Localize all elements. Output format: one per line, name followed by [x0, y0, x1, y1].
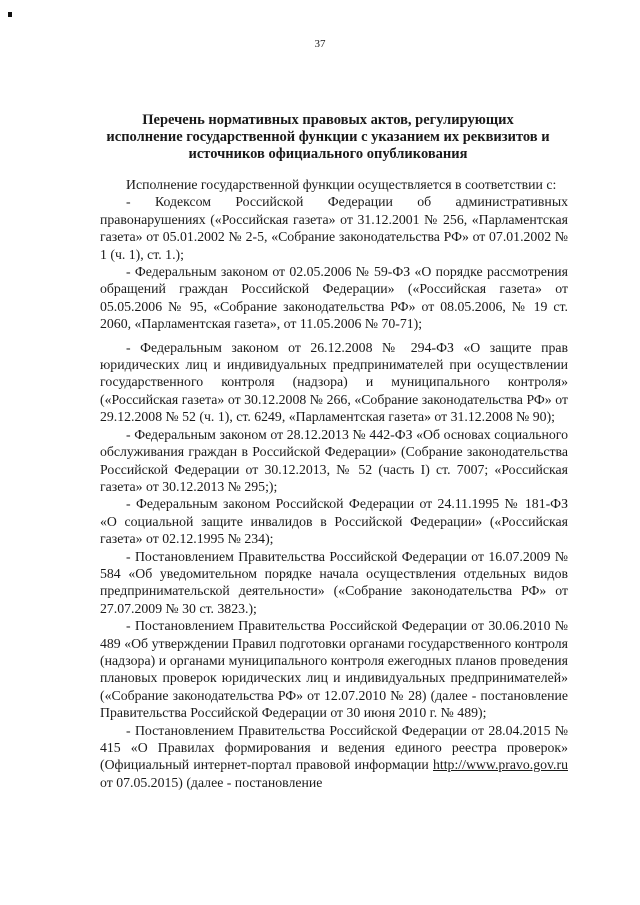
decree-415-text-start: - Постановлением Правительства Российской Федерации от 28.04.2015 № 415 «О Правилах формирования и ведения единого реестра проверок» (Официальный интернет-портал правовой информации — [100, 722, 568, 773]
document-heading — [100, 112, 556, 163]
list-item-law-59: - Федеральным законом от 02.05.2006 № 59-ФЗ «О порядке рассмотрения обращений граждан Российской Федерации» («Российская газета» от 05.05.2006 № 95, «Собрание законодательства РФ» от 08.05.2006, № 19 ст. 2060, «Парламентская газета», от 11.05.2006 № 70-71); — [100, 264, 568, 332]
pravo-portal-link[interactable]: http://www.pravo.gov.ru — [432, 757, 568, 773]
heading-line-1: Перечень нормативных правовых актов, регулирующих — [142, 112, 514, 128]
list-item-codex: - Кодексом Российской Федерации об административных правонарушениях («Российская газета» от 31.12.2001 № 256, «Парламентская газета» от 05.01.2002 № 2-5, «Собрание законодательства РФ» от 07.01.2002 № 1 (ч. 1), ст. 1.); — [100, 194, 568, 262]
heading-line-2: исполнение государственной функции с указанием их реквизитов и — [106, 129, 550, 145]
decree-415-text-end: от 07.05.2015) (далее - постановление — [100, 774, 323, 790]
list-item-law-294: - Федеральным законом от 26.12.2008 № 294-ФЗ «О защите прав юридических лиц и индивидуальных предпринимателей при осуществлении государственного контроля (надзора) и муниципального контроля» («Российская газета» от 30.12.2008 № 266, «Собрание законодательства РФ» от 29.12.2008 № 52 (ч. 1), ст. 6249, «Парламентская газета» от 31.12.2008 № 90); — [100, 339, 568, 425]
page-number: 37 — [314, 38, 326, 50]
list-item-law-181: - Федеральным законом Российской Федерации от 24.11.1995 № 181-ФЗ «О социальной защите инвалидов в Российской Федерации» («Российская газета» от 02.12.1995 № 234); — [100, 496, 568, 547]
scan-mark — [8, 12, 12, 17]
list-item-decree-489: - Постановлением Правительства Российской Федерации от 30.06.2010 № 489 «Об утверждении Правил подготовки органами государственного контроля (надзора) и органами муниципального контроля ежегодных планов проведения плановых проверок юридических лиц и индивидуальных предпринимателей» («Собрание законодательства РФ» от 12.07.2010 № 28) (далее - постановление Правительства Российской Федерации от 30 июня 2010 г. № 489); — [100, 618, 568, 721]
intro-paragraph: Исполнение государственной функции осуществляется в соответствии с: — [126, 177, 557, 192]
list-item-decree-584: - Постановлением Правительства Российской Федерации от 16.07.2009 № 584 «Об уведомительном порядке начала осуществления отдельных видов предпринимательской деятельности» («Собрание законодательства РФ» от 27.07.2009 № 30 ст. 3823.); — [100, 548, 568, 616]
list-item-decree-415 — [100, 722, 568, 792]
heading-line-3: источников официального опубликования — [188, 146, 468, 162]
document-body — [100, 176, 568, 791]
list-item-law-442: - Федеральным законом от 28.12.2013 № 442-ФЗ «Об основах социального обслуживания граждан в Российской Федерации» (Собрание законодательства Российской Федерации от 30.12.2013, № 52 (часть I) ст. 7007; «Российская газета» от 30.12.2013 № 295;); — [100, 426, 568, 494]
